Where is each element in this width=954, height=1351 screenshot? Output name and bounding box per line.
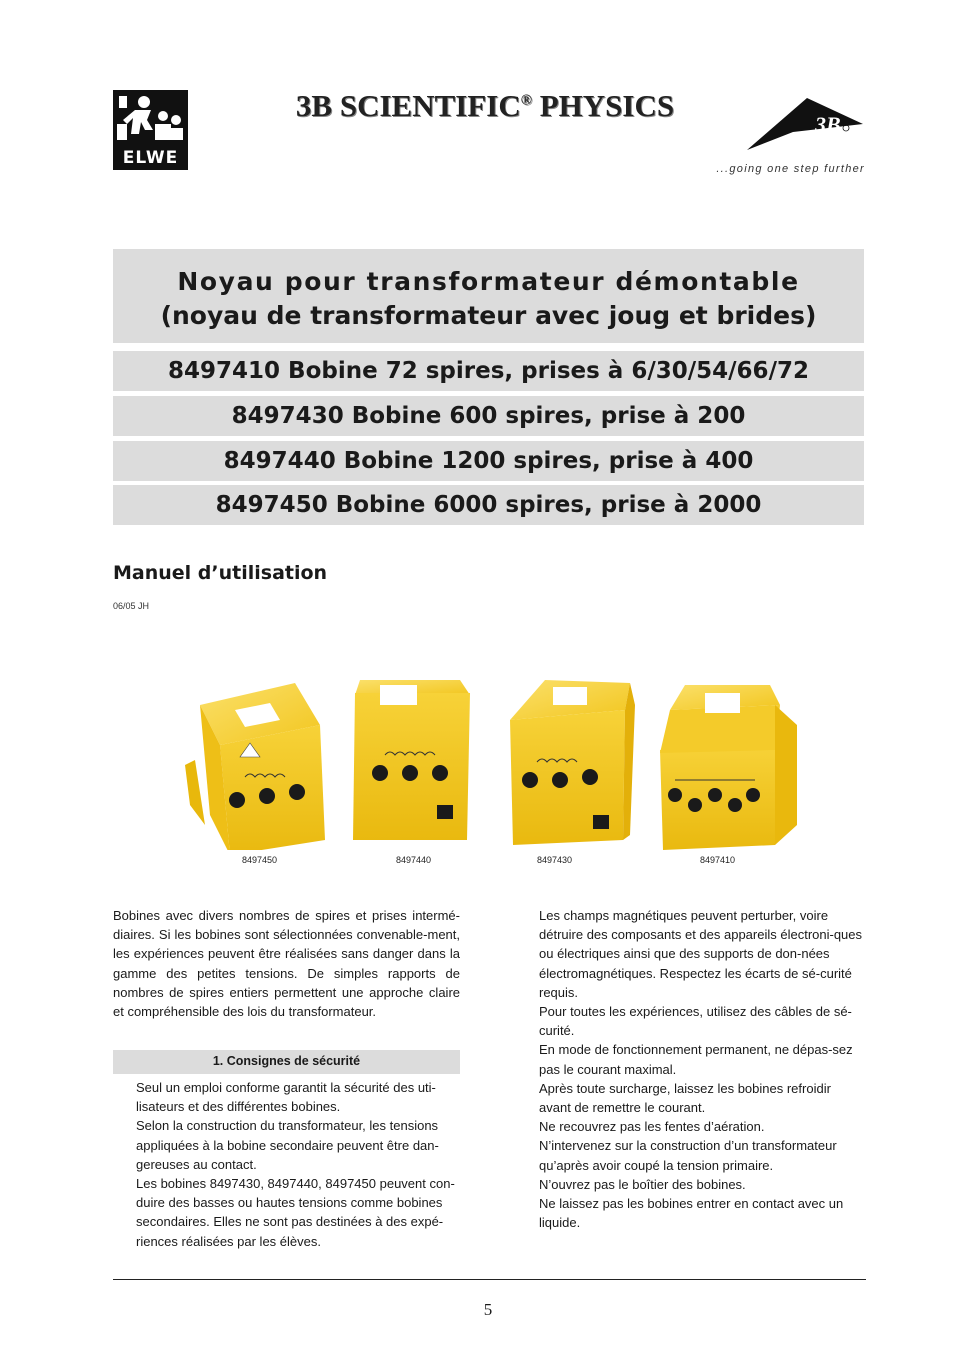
- safety-body: [136, 1078, 460, 1251]
- safety-instruction: En mode de fonctionnement permanent, ne dépas-sez pas le courant maximal.: [539, 1042, 853, 1077]
- safety-instruction: N’ouvrez pas le boîtier des bobines.: [539, 1176, 746, 1192]
- coil-title-8497450: 8497450 Bobine 6000 spires, prise à 2000: [113, 485, 864, 525]
- title-line-2: (noyau de transformateur avec joug et brides): [160, 301, 817, 330]
- tagline: ...going one step further: [716, 163, 865, 175]
- registered-mark: ®: [520, 92, 532, 109]
- coil-8497410-image: [660, 685, 797, 850]
- coil-title-8497440: 8497440 Bobine 1200 spires, prise à 400: [113, 441, 864, 481]
- coil-8497450-image: [185, 683, 325, 850]
- safety-heading: 1. Consignes de sécurité: [113, 1050, 460, 1074]
- brand-title-name: 3B SCIENTIFIC: [295, 88, 521, 123]
- elwe-logo-text: ELWE: [122, 148, 179, 168]
- safety-instruction: Les champs magnétiques peuvent perturber, voire détruire des composants et des appareils électroni-ques ou électriques ainsi que des supports de don-nées électromagnétiques. Respectez les écarts de sé-curité requis.: [539, 908, 863, 1000]
- coil-8497440-image: [353, 680, 470, 840]
- manual-date: 06/05 JH: [113, 601, 150, 611]
- title-line-1: Noyau pour transformateur démontable: [177, 267, 800, 296]
- elwe-logo: [113, 90, 188, 170]
- safety-instruction: Après toute surcharge, laissez les bobines refroidir avant de remettre le courant.: [539, 1080, 831, 1116]
- page-number: 5: [483, 1300, 493, 1319]
- product-photo: [175, 665, 800, 850]
- safety-instructions-continued: [539, 906, 863, 1232]
- title-box: [113, 249, 864, 343]
- safety-instruction: Ne recouvrez pas les fentes d’aération.: [539, 1119, 765, 1135]
- manual-heading: Manuel d’utilisation: [113, 562, 328, 584]
- safety-instruction: Ne laissez pas les bobines entrer en contact avec un liquide.: [539, 1196, 844, 1231]
- coil-title-8497430: 8497430 Bobine 600 spires, prise à 200: [113, 396, 864, 436]
- brand-title-suffix: PHYSICS: [531, 88, 675, 123]
- elwe-pictogram-icon: [113, 90, 188, 150]
- safety-paragraph: Selon la construction du transformateur, les tensions appliquées à la bobine secondaire peuvent être dan-gereuses au contact.: [136, 1118, 439, 1172]
- photo-caption-8497430: 8497430: [537, 855, 573, 865]
- safety-paragraph: Seul un emploi conforme garantit la sécurité des uti-lisateurs et des différentes bobines.: [136, 1080, 436, 1115]
- logo-3b-text: 3B: [815, 112, 841, 137]
- coil-8497430-image: [510, 680, 635, 845]
- photo-caption-8497440: 8497440: [396, 855, 432, 865]
- photo-caption-8497410: 8497410: [700, 855, 736, 865]
- coil-title-8497410: 8497410 Bobine 72 spires, prises à 6/30/54/66/72: [113, 351, 864, 391]
- safety-instruction: Pour toutes les expériences, utilisez des câbles de sé-curité.: [539, 1004, 852, 1039]
- safety-paragraph: Les bobines 8497430, 8497440, 8497450 peuvent con-duire des basses ou hautes tensions comme bobines secondaires. Elles ne sont pas destinées à des expé-riences réalisées par les élèves.: [136, 1176, 455, 1249]
- 3b-scientific-logo-icon: [745, 92, 865, 154]
- safety-instruction: N’intervenez sur la construction d’un transformateur qu’après avoir coupé la tension primaire.: [539, 1138, 837, 1173]
- photo-caption-8497450: 8497450: [242, 855, 278, 865]
- brand-title: [280, 88, 690, 124]
- footer-rule: [113, 1279, 866, 1280]
- intro-paragraph: Bobines avec divers nombres de spires et prises intermé-diaires. Si les bobines sont sélectionnées convenable-ment, les expériences peuvent être réalisées sans danger dans la gamme des petites tensions. De simples rapports de nombres de spires entiers permettent une approche claire et compréhensible des lois du transformateur.: [113, 908, 460, 1020]
